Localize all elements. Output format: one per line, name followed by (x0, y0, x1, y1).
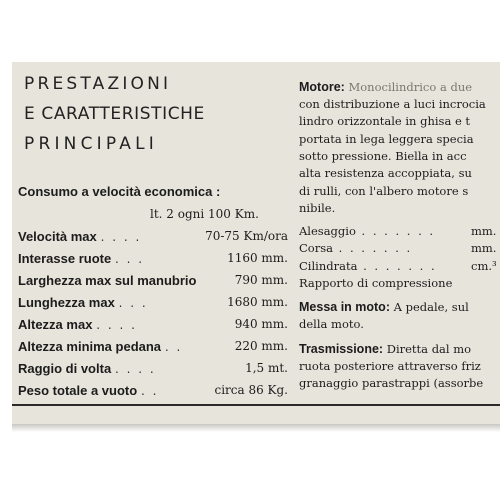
compressione-line (299, 276, 500, 290)
bottom-rule (12, 404, 500, 406)
title-line-2: E CARATTERISTICHE (24, 104, 205, 124)
motore-text-line: di rulli, con l'albero motore s (299, 183, 469, 198)
title-line-3: PRINCIPALI (24, 134, 158, 154)
dimension-unit: mm. (471, 241, 497, 256)
spec-label: Altezza minima pedana (18, 339, 162, 354)
spec-row (18, 317, 288, 332)
spec-label: Altezza max (18, 317, 93, 332)
spec-dots: . . . . (100, 230, 142, 244)
document-page (12, 62, 500, 424)
dimension-label: Alesaggio (299, 224, 356, 238)
spec-label: Peso totale a vuoto (18, 383, 138, 398)
dimension-label: Corsa (299, 241, 333, 256)
spec-dots: . . . (118, 296, 148, 310)
spec-dots: . . . . (96, 318, 137, 332)
messa-heading: Messa in moto: (299, 300, 390, 314)
page-shadow (12, 424, 500, 432)
motore-text-line: con distribuzione a luci incrocia (299, 97, 486, 111)
motore-text-line: nibile. (299, 200, 336, 215)
spec-value: circa 86 Kg. (214, 383, 288, 397)
dimension-unit: cm.³ (471, 258, 497, 273)
trasm-text-3: granaggio parastrappi (assorbe (299, 376, 484, 390)
messa-line-2 (299, 317, 500, 331)
spec-row (18, 273, 288, 288)
spec-row (18, 339, 288, 354)
dimension-dots: . . . . . . . (355, 224, 436, 238)
spec-label: Raggio di volta (18, 361, 112, 376)
messa-text-2: della moto. (299, 317, 364, 331)
dimension-row (299, 241, 500, 255)
trasm-line-1 (299, 342, 500, 356)
motore-text-line: alta resistenza accoppiata, su (299, 166, 472, 181)
dimension-label: Cilindrata (299, 258, 358, 273)
dimension-dots: . . . . . . . (357, 258, 437, 273)
spec-row (18, 295, 288, 310)
trasm-heading: Trasmissione: (299, 342, 384, 356)
spec-value: lt. 2 ogni 100 Km. (150, 207, 259, 221)
motore-line-1: Monocilindrico a due (348, 80, 473, 94)
spec-consumo-value (150, 207, 259, 221)
spec-label: Larghezza max sul manubrio (18, 273, 197, 288)
messa-line-1 (299, 300, 500, 314)
spec-value: 1680 mm. (227, 295, 288, 309)
dimension-row (299, 224, 500, 238)
dimension-dots: . . . . . . . (332, 241, 413, 256)
motore-heading: Motore: (299, 80, 345, 94)
spec-value: 70-75 Km/ora (205, 229, 288, 243)
motore-text-line: portata in lega leggera specia (299, 131, 474, 146)
dimension-row (299, 259, 500, 273)
spec-row (18, 251, 288, 266)
trasm-text-1: Diretta dal mo (386, 342, 472, 356)
spec-dots: . . . . (115, 362, 156, 376)
spec-consumo-label (18, 184, 220, 199)
spec-label: Lunghezza max (18, 295, 115, 310)
spec-row (18, 229, 288, 244)
spec-value: 220 mm. (234, 339, 288, 353)
motore-text-line: lindro orizzontale in ghisa e t (299, 114, 471, 129)
spec-dots: . . (164, 340, 183, 354)
spec-label: Consumo a velocità economica : (18, 184, 221, 199)
spec-row (18, 361, 288, 376)
title-line-1: PRESTAZIONI (24, 74, 172, 94)
spec-row (18, 383, 288, 398)
spec-dots: . . (141, 384, 159, 398)
motore-text-line: sotto pressione. Biella in acc (299, 148, 467, 163)
trasm-line-2 (299, 359, 500, 373)
spec-label: Velocità max (18, 229, 97, 244)
spec-label: Interasse ruote (18, 251, 112, 266)
dimension-unit: mm. (471, 224, 497, 238)
trasm-line-3 (299, 376, 500, 390)
trasm-text-2: ruota posteriore attraverso friz (299, 359, 481, 373)
spec-value: 1,5 mt. (245, 361, 288, 375)
spec-value: 790 mm. (234, 273, 288, 287)
messa-text-1: A pedale, sul (393, 300, 469, 314)
spec-value: 940 mm. (234, 317, 288, 331)
spec-dots: . . . (115, 252, 145, 266)
spec-value: 1160 mm. (227, 251, 288, 265)
compressione-label: Rapporto di compressione (299, 276, 453, 290)
motore-paragraph-start (299, 80, 500, 94)
